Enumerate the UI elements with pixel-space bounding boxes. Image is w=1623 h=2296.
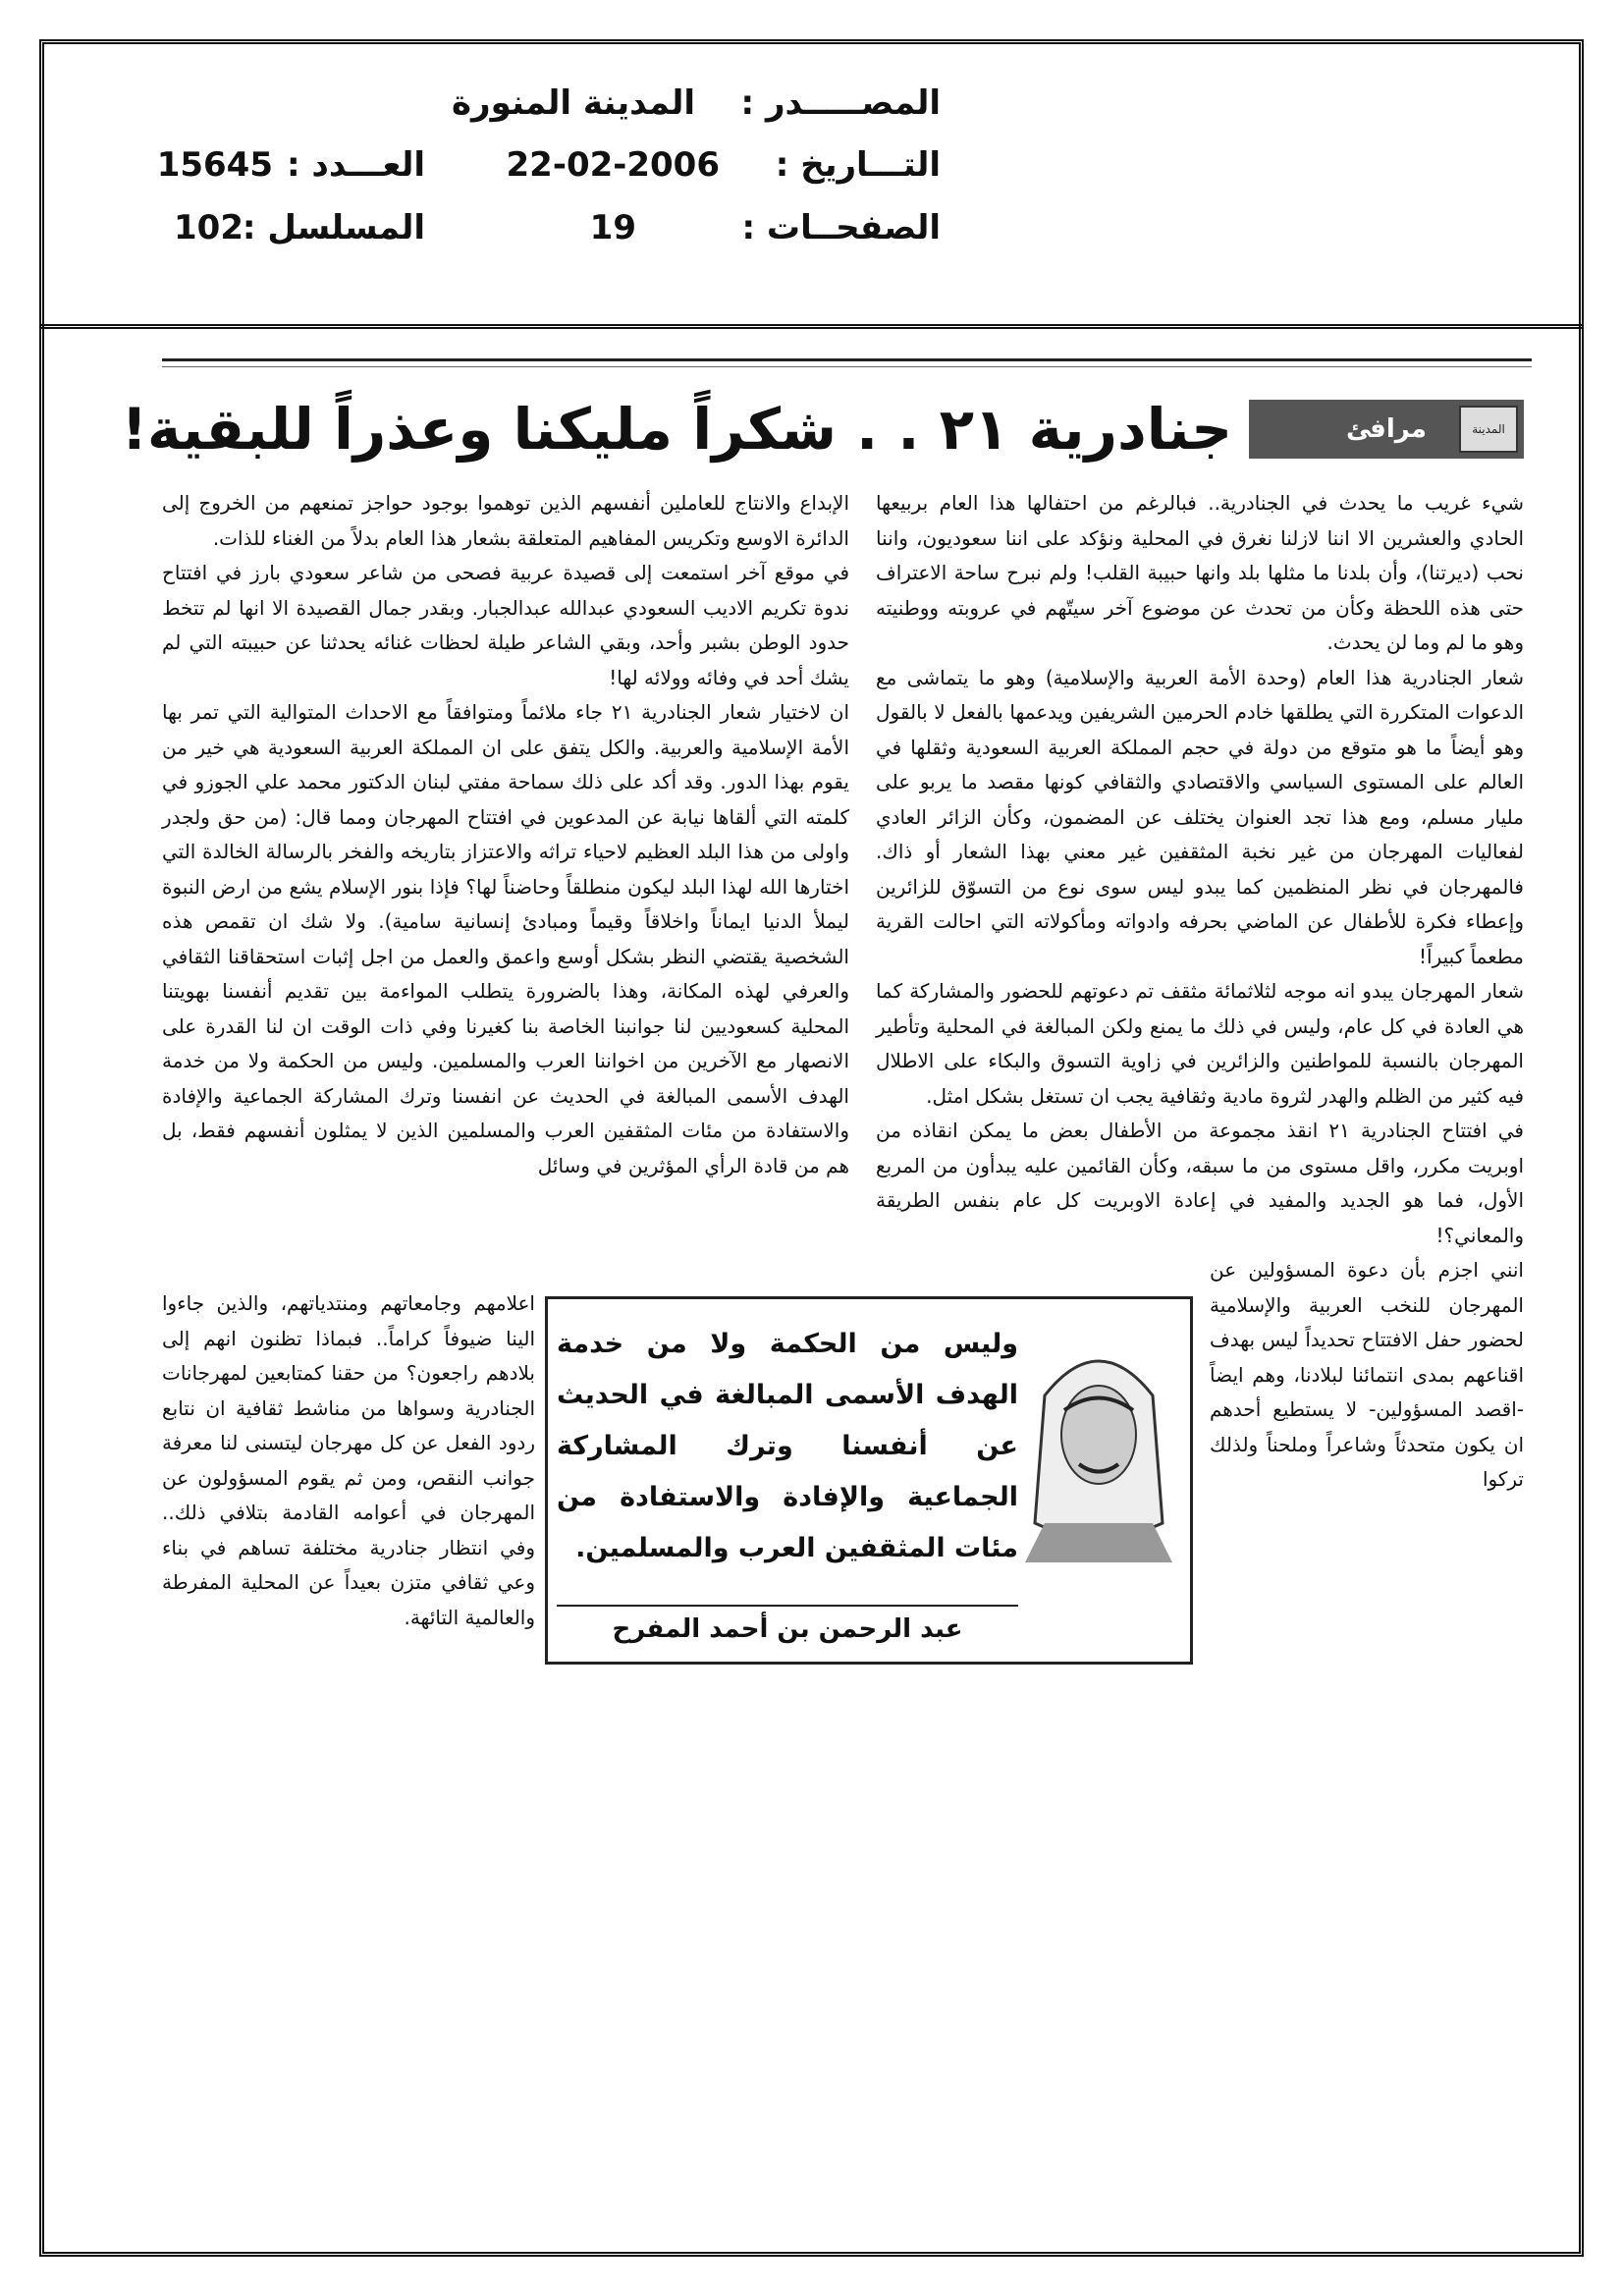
paragraph: ان لاختيار شعار الجنادرية ٢١ جاء ملائماً ومتوافقاً مع الاحداث المتوالية التي تمر بها الأمة الإسلامية والعربية. والكل يتفق على ان المملكة العربية السعودية هي خير من يقوم بهذا الدور. وقد أكد على ذلك سماحة مفتي لبنان الدكتور محمد علي الجوزو في كلمته التي ألقاها نيابة عن المدعوين في افتتاح المهرجان ومما قال: (من حق ولجدر واولى من هذا البلد العظيم لاحياء تراثه والاعتزاز بتاريخه والفخر بالرسالة الخالدة التي اختارها الله لهذا البلد ليكون منطلقاً وحاضناً لها؟ فإذا بنور الإسلام يشع من ارض النبوة ليملأ الدنيا ايماناً واخلاقاً وقيماً ومبادئ إنسانية سامية). ولا شك ان تقمص هذه الشخصية يقتضي النظر بشكل أوسع واعمق والعمل من اجل إثبات استحقاقنا الثقافي والعرفي لهذه المكانة، وهذا بالضرورة يتطلب المواءمة بين تقديم أنفسنا بهويتنا المحلية كسعوديين لنا جوانبنا الخاصة بنا كغيرنا وفي ذات الوقت ان لنا القدرة على الانصهار مع الآخرين من اخواننا العرب والمسلمين. وليس من الحكمة ولا من خدمة الهدف الأسمى المبالغة في الحديث عن انفسنا وترك المشاركة الجماعية والإفادة والاستفادة من مئات المثقفين العرب والمسلمين الذين لا يمثلون أنفسهم فقط، بل هم من قادة الرأي المؤثرين في وسائل xyxy=(162,700,850,1177)
top-rule xyxy=(162,358,1532,361)
newspaper-article xyxy=(121,358,1532,1753)
top-rule-thin xyxy=(162,366,1532,367)
paragraph: شيء غريب ما يحدث في الجنادرية.. فبالرغم من احتفالها هذا العام بربيعها الحادي والعشرين الا اننا لازلنا نغرق في المحلية ونؤكد على اننا سعوديون، واننا نحب (ديرتنا)، وأن بلدنا ما مثلها بلد وانها حبيبة القلب! ولم نبرح ساحة الاعتراف حتى هذه اللحظة وكأن من تحدث عن موضوع آخر سيتّهم في عروبته ووطنيته وهو ما لم وما لن يحدث. xyxy=(876,491,1524,654)
source-label: المصـــــدر : xyxy=(740,83,941,123)
paragraph: انني اجزم بأن دعوة المسؤولين عن المهرجان للنخب العربية والإسلامية لحضور حفل الافتتاح تحديداً ليس بهدف اقناعهم بمدى انتمائنا لبلادنا، وهم ايضاً -اقصد المسؤولين- لا يستطيع أحدهم ان يكون متحدثاً وشاعراً وملحناً ولذلك تركوا xyxy=(1210,1258,1524,1491)
column-left xyxy=(162,486,849,1183)
newspaper-logo: المدينة xyxy=(1459,406,1518,453)
paragraph: الإبداع والانتاج للعاملين أنفسهم الذين توهموا بوجود حواجز تمنعهم من الخروج إلى الدائرة الاوسع وتكريس المفاهيم المتعلقة بشعار هذا العام بدلاً من الغناء للذات. xyxy=(162,491,849,550)
pages-label: الصفحــات : xyxy=(741,208,941,247)
paragraph: في موقع آخر استمعت إلى قصيدة عربية فصحى من شاعر سعودي بارز في افتتاح ندوة تكريم الاديب السعودي عبدالله عبدالجبار. وبقدر جمال القصيدة الا انها لم تتخط حدود الوطن بشبر وأحد، وبقي الشاعر طيلة لحظات غنائه يحدثنا عن حبيبته التي لم يشك أحد في وفائه وولائه لها! xyxy=(162,561,849,689)
source-value: المدينة المنورة xyxy=(451,83,695,123)
date-value: 22-02-2006 xyxy=(506,145,720,185)
paragraph: شعار المهرجان يبدو انه موجه لثلاثمائة مثقف تم دعوتهم للحضور والمشاركة كما هي العادة في كل عام، وليس في ذلك ما يمنع ولكن المبالغة في المحلية وتأطير المهرجان بالنسبة للمواطنين والزائرين في زاوية التسوق والبكاء على الاطلال فيه كثير من الظلم والهدر لثروة مادية وثقافية يجب ان تستغل بشكل امثل. xyxy=(876,979,1524,1108)
clipping-header xyxy=(39,39,1584,329)
column-left-bottom: اعلامهم وجامعاتهم ومنتدياتهم، والذين جاءوا الينا ضيوفاً كراماً.. فبماذا تظنون انهم إلى بلادهم راجعون؟ من حقنا كمتابعين لمهرجانات الجنادرية وسواها من مناشط ثقافية ان نتابع ردود الفعل عن كل مهرجان ليتسنى لنا معرفة جوانب النقص، ومن ثم يقوم المسؤولون عن المهرجان في أعوامه القادمة بتلافي ذلك.. وفي انتظار جنادرية مختلفة تساهم في بناء وعي ثقافي متزن بعيداً عن المحلية المفرطة والعالمية التائهة. xyxy=(162,1291,535,1629)
issue-value: 15645 xyxy=(156,145,273,185)
paragraph: شعار الجنادرية هذا العام (وحدة الأمة العربية والإسلامية) وهو ما يتماشى مع الدعوات المتكررة التي يطلقها خادم الحرمين الشريفين ويدعمها بالفعل لا بالقول وهو أيضاً ما هو متوقع من دولة في حجم المملكة العربية السعودية وثقلها في العالم على المستوى السياسي والاقتصادي والثقافي كونها مقصد ما يربو على مليار مسلم، ومع هذا تجد العنوان يختلف عن المضمون، وكأن الزائر العادي لفعاليات المهرجان من غير نخبة المثقفين غير معني بهذا الشعار أو ذاك. فالمهرجان في نظر المنظمين كما يبدو ليس سوى نوع من التسوّق للزائرين وإعطاء فكرة للأطفال عن الماضي بحرفه وادواته ومأكولاته التي احالت القرية مطعماً كبيراً! xyxy=(876,665,1524,968)
serial-value: 102 xyxy=(174,208,243,247)
article-headline: جنادرية ٢١ . . شكراً مليكنا وعذراً للبقية! xyxy=(121,396,1232,463)
quote-author: عبد الرحمن بن أحمد المفرح xyxy=(557,1605,1018,1644)
section-badge-label: مرافئ xyxy=(1345,414,1428,444)
author-photo xyxy=(1025,1327,1172,1562)
pull-quote-box xyxy=(545,1296,1193,1665)
date-label: التـــاريخ : xyxy=(775,145,941,185)
issue-label: العـــدد : xyxy=(287,145,425,185)
pages-value: 19 xyxy=(589,208,636,247)
pull-quote: وليس من الحكمة ولا من خدمة الهدف الأسمى المبالغة في الحديث عن أنفسنا وترك المشاركة الجماعية والإفادة والاستفادة من مئات المثقفين العرب والمسلمين. xyxy=(557,1329,1018,1563)
serial-label: المسلسل : xyxy=(242,208,425,247)
section-badge xyxy=(1249,400,1524,459)
paragraph: في افتتاح الجنادرية ٢١ انقذ مجموعة من الأطفال بعض ما يمكن انقاذه من اوبريت مكرر، واقل مستوى من ما سبقه، وكأن القائمين عليه يبدأون من المربع الأول، فما هو الجديد والمفيد في إعادة الاوبريت كل عام بنفس الطريقة والمعاني؟! xyxy=(876,1119,1524,1247)
